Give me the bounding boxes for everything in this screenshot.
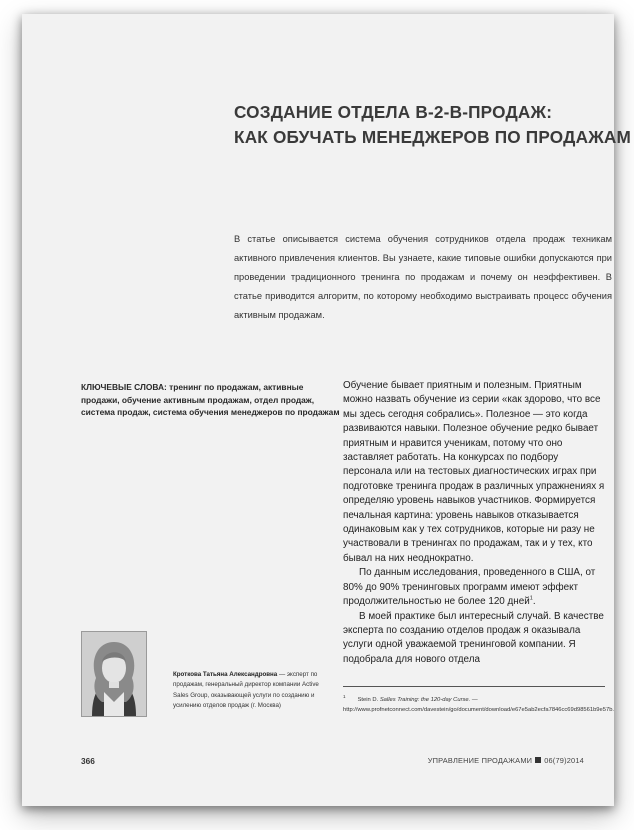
- footnote-author: Stein D.: [357, 696, 379, 703]
- footnote-url[interactable]: — http://www.profnetconnect.com/davestein/go/document/download/e67e5ab2ecfa7846cc69d98561b9e57b.: [343, 696, 615, 713]
- author-photo: [81, 631, 147, 717]
- author-bio: — эксперт по продажам, генеральный директор компании Active Sales Group, оказывающей услуги по созданию и усилению отделов продаж (г. Москва): [173, 671, 319, 710]
- body-paragraph-2-end: .: [532, 596, 536, 608]
- body-paragraph-2: [343, 566, 605, 609]
- running-footer: [428, 756, 584, 765]
- body-paragraph-3: В моей практике был интересный случай. В качестве эксперта по созданию отделов продаж я оказывала услуги одной уважаемой тренинговой компании. Я подобрала для нового отдела: [343, 610, 604, 665]
- article-title-line-2: КАК ОБУЧАТЬ МЕНЕДЖЕРОВ ПО ПРОДАЖАМ: [234, 127, 632, 147]
- page-number: 366: [81, 756, 95, 766]
- article-body: [343, 379, 605, 667]
- article-lead: В статье описывается система обучения сотрудников отдела продаж техникам активного привлечения клиентов. Вы узнаете, какие типовые ошибки допускаются при проведении традиционного тренинга по продажам и почему он неэффективен. В статье приводится алгоритм, по которому необходимо выстраивать процесс обучения активным продажам.: [234, 234, 612, 320]
- article-title: [234, 100, 632, 150]
- footnote-number: 1: [343, 694, 346, 699]
- journal-name: УПРАВЛЕНИЕ ПРОДАЖАМИ: [427, 756, 533, 765]
- keywords: КЛЮЧЕВЫЕ СЛОВА: тренинг по продажам, активные продажи, обучение активным продажам, отдел продаж, система продаж, система обучения менеджеров по продажам: [81, 382, 340, 417]
- footnote-divider: [343, 686, 605, 687]
- magazine-page: [22, 14, 632, 806]
- footnote-reference[interactable]: 1: [529, 595, 533, 602]
- article-title-line-1: СОЗДАНИЕ ОТДЕЛА В-2-В-ПРОДАЖ:: [234, 102, 553, 122]
- separator-square-icon: [535, 757, 541, 763]
- issue-number: 06(79)2014: [544, 756, 584, 765]
- author-portrait-icon: [82, 632, 146, 716]
- footnote: [343, 692, 615, 715]
- author-name: Кроткова Татьяна Александровна: [173, 671, 278, 678]
- author-info: [173, 670, 333, 712]
- body-paragraph-1: Обучение бывает приятным и полезным. Приятным можно назвать обучение из серии «как здорово, что все мы здесь сегодня собрались». Полезное — это когда развиваются навыки. Полезное обучение редко бывает приятным и нравится ученикам, потому что оно заставляет работать. На конкурсах по подбору персонала или на тестовых диагностических играх при подготовке тренинга продаж в различных упражнениях я определяю уровень навыков участников. Формируется печальная картина: уровень навыков отказывается одинаковым как у тех сотрудников, которые ни разу не участвовали в тренингах по продажам, так и у тех, кто бывал на них неоднократно.: [343, 380, 605, 564]
- body-paragraph-2-text: По данным исследования, проведенного в США, от 80% до 90% тренинговых программ имеют эффект продолжительностью не более 120 дней: [343, 567, 596, 608]
- footnote-work: Salles Training: the 120-day Curse.: [379, 696, 471, 703]
